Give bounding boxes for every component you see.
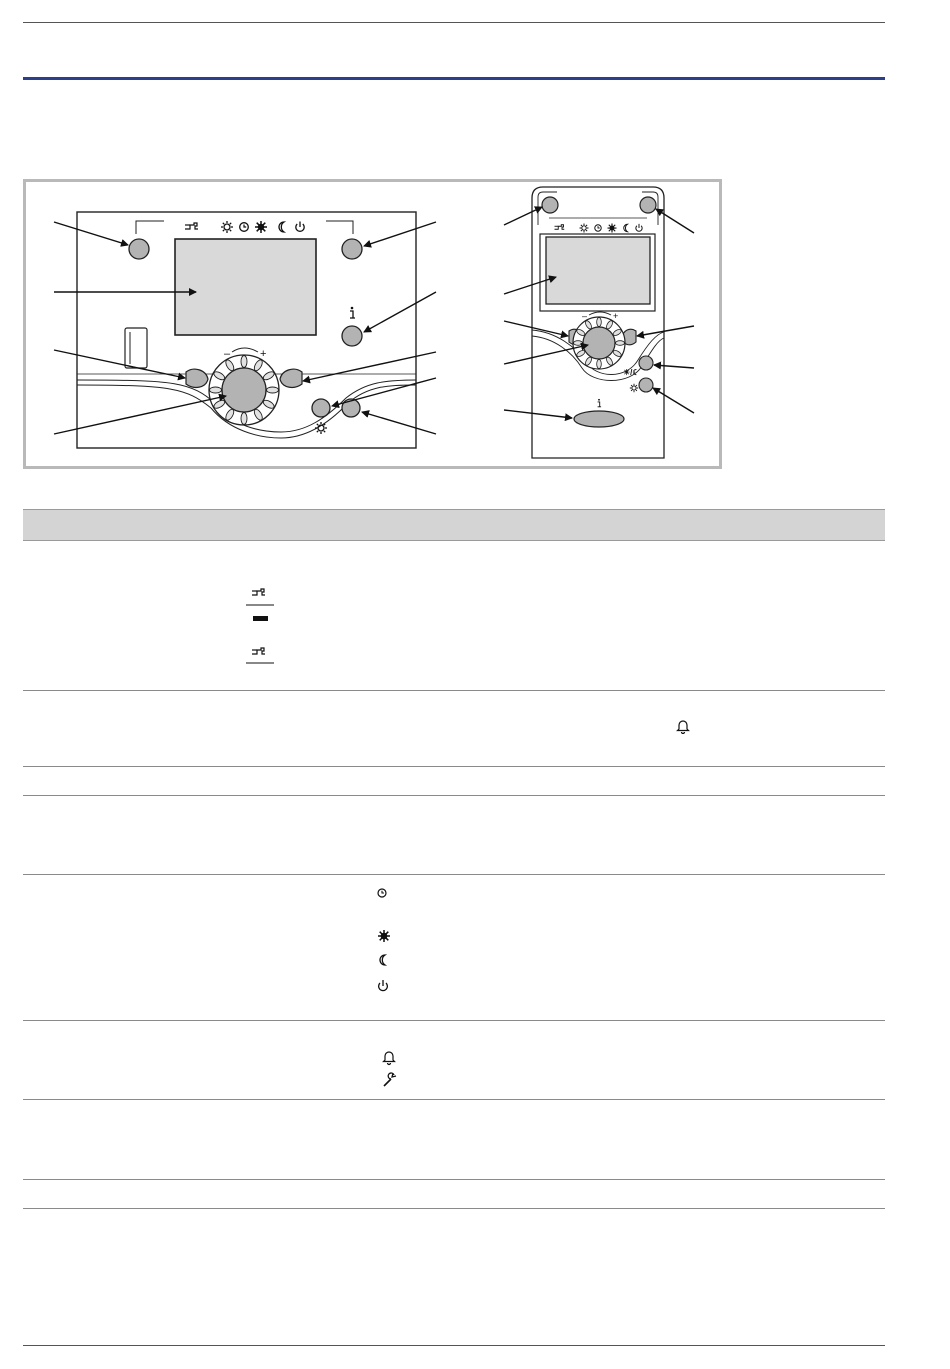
table-row-separator: [23, 766, 885, 767]
table-row-separator: [23, 1208, 885, 1209]
table-row-separator: [23, 1020, 885, 1021]
minus-icon: [253, 616, 268, 621]
remote-left-top-button: [542, 197, 558, 213]
knob-grip: [616, 341, 625, 346]
svg-text:+: +: [613, 311, 619, 321]
table-row-separator: [23, 874, 885, 875]
hot-water-tap-icon: [252, 648, 265, 654]
info-button: [342, 326, 362, 346]
heating-button: [312, 399, 330, 417]
operating-mode-symbols: [374, 884, 394, 994]
bell-icon: [384, 1052, 395, 1065]
rotary-knob: [222, 368, 266, 412]
knob-grip: [597, 360, 602, 369]
knob-grip: [574, 341, 583, 346]
hot-water-symbol-group: [243, 583, 277, 668]
knob-grip: [241, 356, 247, 368]
knob-grip: [267, 387, 279, 393]
remote-day-night-button: [639, 356, 653, 370]
moon-icon: [380, 955, 385, 965]
table-row-separator: [23, 795, 885, 796]
knob-grip: [241, 413, 247, 425]
remote-rotary-knob: [583, 327, 615, 359]
hot-water-tap-icon: [252, 589, 265, 595]
remote-heating-button: [639, 378, 653, 392]
card-slot: [125, 328, 147, 368]
knob-grip: [210, 387, 222, 393]
power-icon: [379, 980, 388, 991]
table-row-separator: [23, 1179, 885, 1180]
table-header-row: [23, 509, 885, 541]
left-top-button: [129, 239, 149, 259]
table-row-separator: [23, 690, 885, 691]
bell-icon: [675, 718, 691, 734]
remote-lcd-display: [546, 237, 650, 304]
wrench-icon: [384, 1073, 396, 1086]
right-top-button: [342, 239, 362, 259]
sun-bold-icon: [608, 224, 617, 233]
svg-text:–: –: [224, 348, 231, 360]
lcd-display: [175, 239, 316, 335]
wall-control-unit: [54, 212, 436, 448]
control-panel-figure: [23, 179, 722, 469]
mode-button: [342, 399, 360, 417]
clock-icon: [378, 889, 386, 897]
sun-bold-icon: [255, 221, 267, 233]
remote-right-top-button: [640, 197, 656, 213]
title-accent-rule: [23, 77, 885, 80]
handheld-remote-unit: [504, 187, 694, 458]
bottom-rule: [23, 1345, 885, 1346]
knob-grip: [597, 318, 602, 327]
svg-text:–: –: [582, 311, 588, 321]
svg-text:+: +: [260, 348, 267, 360]
top-rule: [23, 22, 885, 23]
day-night-label: ☀/☾: [623, 368, 640, 377]
remote-info-button: [574, 411, 624, 427]
control-panel-drawing: [26, 182, 719, 466]
sun-bold-icon: [378, 930, 390, 942]
alarm-service-symbols: [380, 1048, 400, 1090]
table-row-separator: [23, 1099, 885, 1100]
